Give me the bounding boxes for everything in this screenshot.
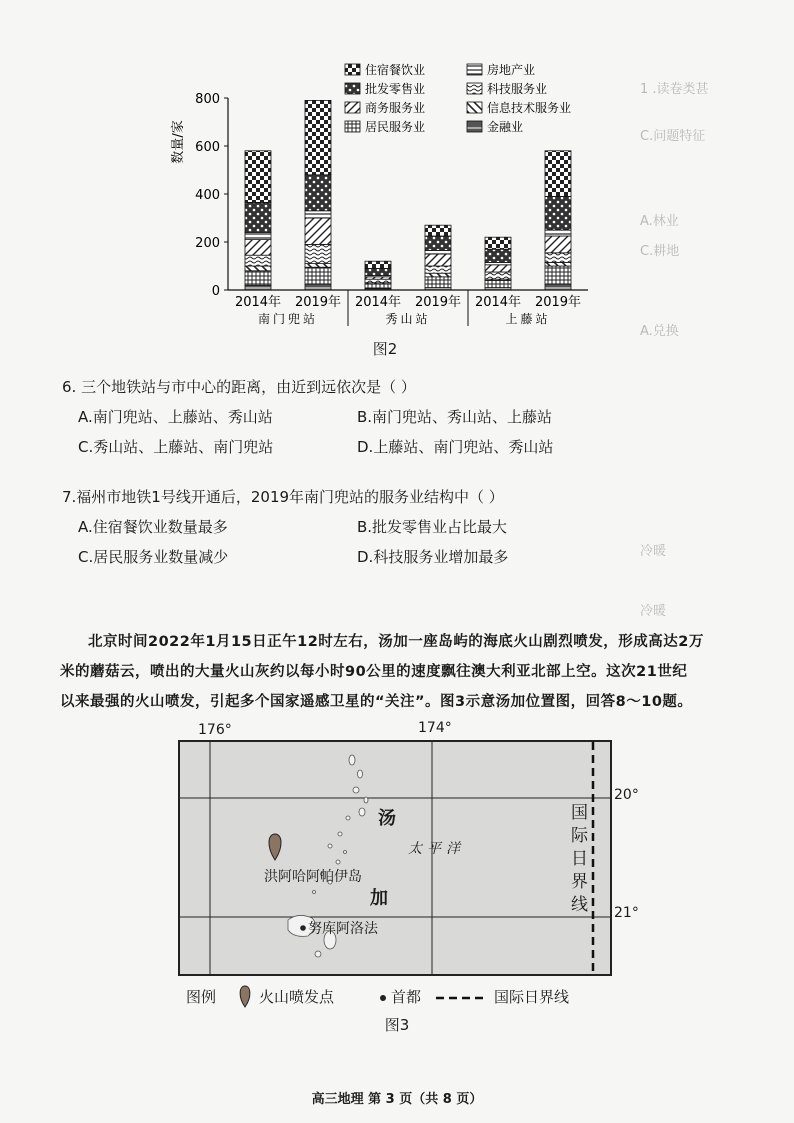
bar-segment <box>545 284 571 290</box>
date-line-label: 国际日界线 <box>571 803 588 915</box>
x-tick-label: 2019年 <box>534 295 582 310</box>
question-7-stem: 7.福州市地铁1号线开通后，2019年南门兜站的服务业结构中（ ） <box>62 488 504 506</box>
bar-segment <box>305 284 331 290</box>
question-6-option-d[interactable]: D.上藤站、南门兜站、秀山站 <box>357 438 554 456</box>
bar-segment <box>545 230 571 236</box>
bar-segment <box>545 266 571 284</box>
bar-segment <box>425 266 451 273</box>
tonga-location-map <box>178 740 612 976</box>
legend-swatch <box>467 64 482 75</box>
group-label: 秀山站 <box>385 312 431 326</box>
legend-capital-icon <box>378 993 388 1003</box>
volcano-label: 洪阿哈阿帕伊岛 <box>264 869 362 885</box>
legend-title: 图例 <box>186 988 217 1006</box>
bar-segment <box>485 265 511 272</box>
bar-segment <box>545 262 571 266</box>
bar-segment <box>305 218 331 244</box>
service-industry-chart <box>160 60 630 360</box>
bar-segment <box>425 254 451 266</box>
legend-volcano-label: 火山喷发点 <box>259 988 335 1006</box>
bar-segment <box>485 249 511 262</box>
question-6-stem: 6. 三个地铁站与市中心的距离，由近到远依次是（ ） <box>62 378 416 396</box>
legend-swatch <box>345 64 360 75</box>
figure-2-caption: 图2 <box>372 340 398 358</box>
passage-line-2: 米的蘑菇云，喷出的大量火山灰约以每小时90公里的速度飘往澳大利亚北部上空。这次21世纪 <box>60 664 688 680</box>
legend-label: 批发零售业 <box>365 82 426 96</box>
group-label: 南门兜站 <box>257 312 319 326</box>
bar-segment <box>305 267 331 284</box>
bar-segment <box>245 151 271 203</box>
bar-segment <box>245 255 271 266</box>
legend-swatch <box>345 121 360 132</box>
legend-label: 住宿餐饮业 <box>365 63 426 77</box>
bar-segment <box>305 211 331 218</box>
passage <box>60 627 760 717</box>
bar-segment <box>245 202 271 232</box>
bar-segment <box>545 236 571 253</box>
legend-swatch <box>467 102 482 113</box>
bar-segment <box>305 100 331 174</box>
bleed-through-text: 1 .读卷类甚 <box>640 82 709 97</box>
bleed-through-text: 冷暖 <box>640 604 667 619</box>
bar-segment <box>425 277 451 288</box>
legend-dateline-icon <box>436 995 486 1001</box>
question-6-option-c[interactable]: C.秀山站、上藤站、南门兜站 <box>78 438 274 456</box>
bleed-through-text: 冷暖 <box>640 544 667 559</box>
bar-segment <box>485 280 511 287</box>
x-tick-label: 2019年 <box>414 295 462 310</box>
bar-segment <box>365 279 391 283</box>
bar-segment <box>305 244 331 263</box>
y-axis-label: 数量/家 <box>171 120 186 164</box>
bar-segment <box>305 175 331 211</box>
bar-segment <box>485 272 511 279</box>
bleed-through-text: A.兑换 <box>640 324 679 339</box>
ocean-label: 太平洋 <box>408 841 465 857</box>
legend-label: 房地产业 <box>487 63 536 77</box>
bar-segment <box>245 285 271 290</box>
bar-segment <box>425 250 451 254</box>
bar-segment <box>365 261 391 268</box>
volcano-icon <box>269 834 281 860</box>
passage-line-3: 以来最强的火山喷发，引起多个国家遥感卫星的“关注”。图3示意汤加位置图，回答8～10题。 <box>60 694 693 710</box>
question-6-option-a[interactable]: A.南门兜站、上藤站、秀山站 <box>78 408 273 426</box>
legend-label: 商务服务业 <box>365 101 426 115</box>
capital-icon <box>300 925 306 931</box>
bar-segment <box>245 240 271 256</box>
bar-segment <box>245 271 271 285</box>
legend-volcano-icon <box>237 984 253 1008</box>
bar-segment <box>425 273 451 277</box>
latitude-21-label: 21° <box>614 905 639 921</box>
longitude-174-label: 174° <box>418 720 452 736</box>
bar-segment <box>425 236 451 250</box>
question-6-option-b[interactable]: B.南门兜站、秀山站、上藤站 <box>357 408 553 426</box>
x-tick-label: 2019年 <box>294 295 342 310</box>
legend-swatch <box>345 102 360 113</box>
question-7-option-c[interactable]: C.居民服务业数量减少 <box>78 548 229 566</box>
figure-3-caption: 图3 <box>384 1016 410 1034</box>
y-tick-label: 200 <box>195 236 220 251</box>
x-tick-label: 2014年 <box>354 295 402 310</box>
bar-segment <box>365 284 391 289</box>
legend-label: 科技服务业 <box>487 82 548 96</box>
country-label-jia: 加 <box>370 888 388 909</box>
legend-label: 居民服务业 <box>365 120 426 134</box>
bar-segment <box>245 232 271 239</box>
y-tick-label: 600 <box>195 140 220 155</box>
bar-segment <box>485 237 511 249</box>
question-7-option-b[interactable]: B.批发零售业占比最大 <box>357 518 508 536</box>
latitude-20-label: 20° <box>614 787 639 803</box>
bleed-through-text: C.耕地 <box>640 244 680 259</box>
capital-label: 努库阿洛法 <box>308 921 378 937</box>
legend-capital-label: 首都 <box>391 988 422 1006</box>
bar-segment <box>545 196 571 230</box>
bleed-through-text: C.问题特征 <box>640 129 706 144</box>
bar-segment <box>245 266 271 271</box>
longitude-176-label: 176° <box>198 722 232 738</box>
y-tick-label: 800 <box>195 92 220 107</box>
x-tick-label: 2014年 <box>474 295 522 310</box>
legend-dateline-label: 国际日界线 <box>494 988 570 1006</box>
group-label: 上藤站 <box>505 312 551 326</box>
question-7-option-d[interactable]: D.科技服务业增加最多 <box>357 548 509 566</box>
bleed-through-text: A.林业 <box>640 214 679 229</box>
y-tick-label: 400 <box>195 188 220 203</box>
page-footer: 高三地理 第 3 页（共 8 页） <box>311 1092 483 1107</box>
legend-swatch <box>467 121 482 132</box>
bar-segment <box>365 268 391 275</box>
bar-segment <box>545 151 571 197</box>
question-7-option-a[interactable]: A.住宿餐饮业数量最多 <box>78 518 228 536</box>
x-tick-label: 2014年 <box>234 295 282 310</box>
legend-label: 信息技术服务业 <box>487 101 572 115</box>
passage-line-1: 北京时间2022年1月15日正午12时左右，汤加一座岛屿的海底火山剧烈喷发，形成高达2万 <box>88 634 704 650</box>
bar-segment <box>425 225 451 236</box>
legend-swatch <box>467 83 482 94</box>
legend-label: 金融业 <box>487 120 524 134</box>
country-label-tang: 汤 <box>378 808 396 829</box>
legend-swatch <box>345 83 360 94</box>
bar-segment <box>545 253 571 263</box>
bar-segment <box>305 264 331 268</box>
map-graphics <box>180 742 610 974</box>
y-tick-label: 0 <box>211 284 220 299</box>
